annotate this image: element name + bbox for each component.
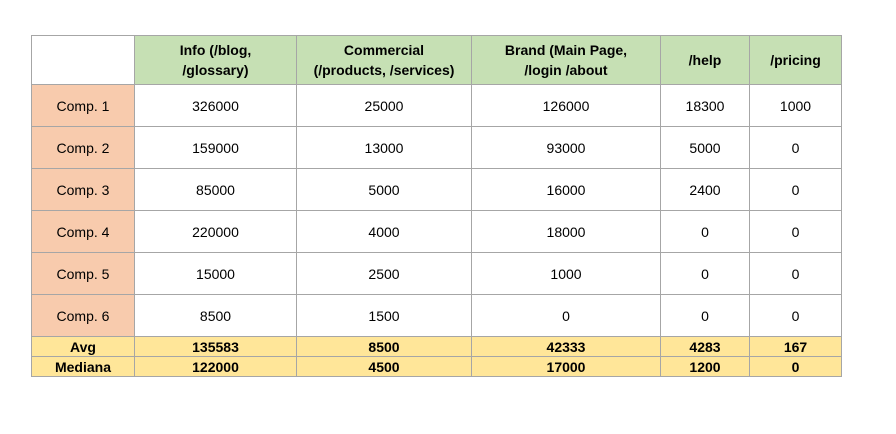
column-header-info xyxy=(135,36,297,85)
header-line: /glossary) xyxy=(182,62,249,78)
row-label: Comp. 4 xyxy=(32,211,135,253)
header-line: Commercial xyxy=(343,42,425,58)
summary-row-median xyxy=(32,357,842,377)
row-label: Comp. 1 xyxy=(32,85,135,127)
table-row xyxy=(32,211,842,253)
cell: 0 xyxy=(750,169,842,211)
header-line: /login /about xyxy=(524,62,608,78)
corner-cell xyxy=(32,36,135,85)
header-line: (/products, /services) xyxy=(313,62,455,78)
cell: 5000 xyxy=(297,169,472,211)
summary-row-avg xyxy=(32,337,842,357)
cell: 0 xyxy=(750,253,842,295)
cell: 13000 xyxy=(297,127,472,169)
table-row xyxy=(32,85,842,127)
cell: 18000 xyxy=(472,211,661,253)
cell: 42333 xyxy=(472,337,661,357)
cell: 16000 xyxy=(472,169,661,211)
header-line: Brand (Main Page, xyxy=(504,42,628,58)
cell: 17000 xyxy=(472,357,661,377)
cell: 4283 xyxy=(661,337,750,357)
cell: 4500 xyxy=(297,357,472,377)
data-table xyxy=(31,35,842,377)
cell: 85000 xyxy=(135,169,297,211)
cell: 0 xyxy=(472,295,661,337)
row-label: Comp. 5 xyxy=(32,253,135,295)
cell: 25000 xyxy=(297,85,472,127)
cell: 15000 xyxy=(135,253,297,295)
cell: 0 xyxy=(750,357,842,377)
cell: 2400 xyxy=(661,169,750,211)
cell: 0 xyxy=(661,253,750,295)
row-label: Comp. 3 xyxy=(32,169,135,211)
row-label: Avg xyxy=(32,337,135,357)
cell: 135583 xyxy=(135,337,297,357)
cell: 159000 xyxy=(135,127,297,169)
cell: 1200 xyxy=(661,357,750,377)
column-header-pricing: /pricing xyxy=(750,36,842,85)
cell: 1500 xyxy=(297,295,472,337)
cell: 5000 xyxy=(661,127,750,169)
cell: 122000 xyxy=(135,357,297,377)
row-label: Mediana xyxy=(32,357,135,377)
cell: 0 xyxy=(661,295,750,337)
cell: 93000 xyxy=(472,127,661,169)
cell: 2500 xyxy=(297,253,472,295)
table-row xyxy=(32,253,842,295)
row-label: Comp. 2 xyxy=(32,127,135,169)
header-row xyxy=(32,36,842,85)
cell: 4000 xyxy=(297,211,472,253)
cell: 0 xyxy=(661,211,750,253)
cell: 167 xyxy=(750,337,842,357)
cell: 326000 xyxy=(135,85,297,127)
header-line: Info (/blog, xyxy=(179,42,252,58)
cell: 0 xyxy=(750,295,842,337)
cell: 220000 xyxy=(135,211,297,253)
cell: 0 xyxy=(750,211,842,253)
table-row xyxy=(32,295,842,337)
cell: 8500 xyxy=(135,295,297,337)
cell: 18300 xyxy=(661,85,750,127)
cell: 126000 xyxy=(472,85,661,127)
table-row xyxy=(32,127,842,169)
column-header-help: /help xyxy=(661,36,750,85)
cell: 8500 xyxy=(297,337,472,357)
cell: 0 xyxy=(750,127,842,169)
table-row xyxy=(32,169,842,211)
row-label: Comp. 6 xyxy=(32,295,135,337)
column-header-brand xyxy=(472,36,661,85)
cell: 1000 xyxy=(750,85,842,127)
cell: 1000 xyxy=(472,253,661,295)
column-header-commercial xyxy=(297,36,472,85)
